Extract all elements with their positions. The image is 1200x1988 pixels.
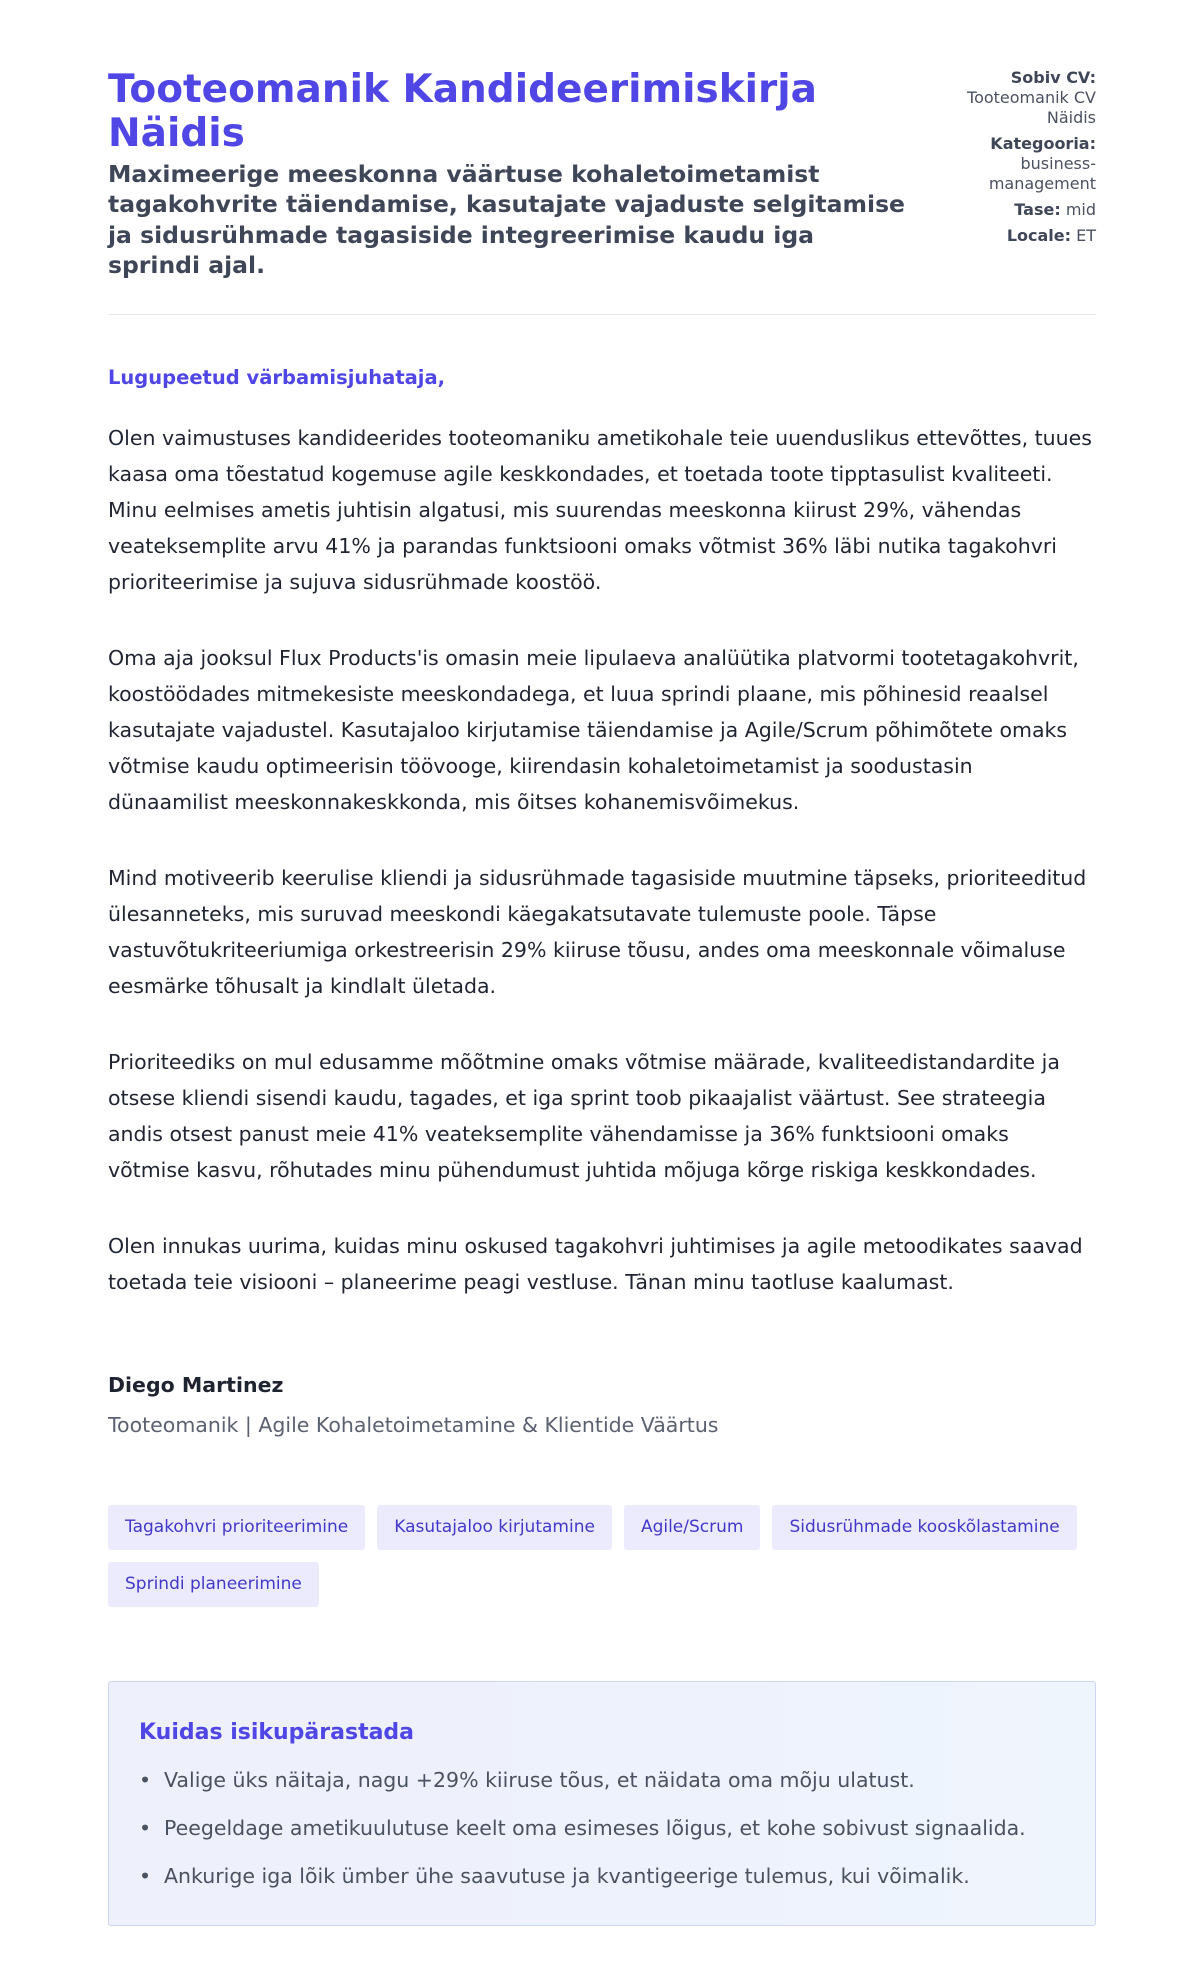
letter-paragraph: Olen vaimustuses kandideerides tooteomaniku ametikohale teie uuenduslikus ettevõttes, tuues kaasa oma tõestatud kogemuse agile keskkondades, et toetada toote tipptasulist kvaliteeti. Minu eelmises ametis juhtisin algatusi, mis suurendas meeskonna kiirust 29%, vähendas veateksemplite arvu 41% ja parandas funktsiooni omaks võtmist 36% läbi nutika tagakohvri prioriteerimise ja sujuva sidusrühmade koostöö. [108,426,1092,594]
meta-cv-value: Tooteomanik CV Näidis [967,88,1096,127]
meta-locale-value: ET [1076,226,1096,245]
letter-paragraph: Prioriteediks on mul edusamme mõõtmine omaks võtmise määrade, kvaliteedistandardite ja otsese kliendi sisendi kaudu, tagades, et iga sprint toob pikaajalist väärtust. See strateegia andis otsest panust meie 41% veateksemplite vähendamisse ja 36% funktsiooni omaks võtmise kasvu, rõhutades minu pühendumust juhtida mõjuga kõrge riskiga keskkondades. [108,1050,1060,1182]
meta-locale [926,226,1096,246]
letter-paragraph: Mind motiveerib keerulise kliendi ja sidusrühmade tagasiside muutmine täpseks, prioriteeditud ülesanneteks, mis suruvad meeskondi käegakatsutavate tulemuste poole. Täpse vastuvõtukriteeriumiga orkestreerisin 29% kiiruse tõusu, andes oma meeskonnale võimaluse eesmärke tõhusalt ja kindlalt ületada. [108,866,1087,998]
meta-category [926,134,1096,194]
tips-list [164,1766,1064,1910]
page-subtitle: Maximeerige meeskonna väärtuse kohaletoimetamist tagakohvrite täiendamise, kasutajate vajaduste selgitamise ja sidusrühmade tagasiside integreerimise kaudu iga sprindi ajal. [108,160,905,279]
signature-title: Tooteomanik | Agile Kohaletoimetamine & Klientide Väärtus [108,1413,719,1437]
document-header [108,68,1096,316]
meta-cv [926,68,1096,128]
skill-tag: Sidusrühmade kooskõlastamine [772,1505,1076,1550]
skill-tag: Sprindi planeerimine [108,1562,319,1607]
header-divider [108,314,1096,315]
meta-category-label: Kategooria: [990,134,1096,153]
meta-cv-label: Sobiv CV: [1010,68,1096,87]
letter-greeting: Lugupeetud värbamisjuhataja, [108,366,446,389]
letter-body [108,420,1096,1340]
letter-paragraph: Oma aja jooksul Flux Products'is omasin meie lipulaeva analüütika platvormi tootetagakohvrit, koostöödades mitmekesiste meeskondadega, et luua sprindi plaane, mis põhinesid reaalsel kasutajate vajadustel. Kasutajaloo kirjutamise täiendamise ja Agile/Scrum põhimõtete omaks võtmise kaudu optimeerisin töövooge, kiirendasin kohaletoimetamist ja soodustasin dünaamilist meeskonnakeskkonda, mis õitses kohanemisvõimekus. [108,646,1079,814]
skill-tag: Agile/Scrum [624,1505,761,1550]
personalization-tips-box [108,1681,1096,1926]
tip-item: • Peegeldage ametikuulutuse keelt oma esimeses lõigus, et kohe sobivust signaalida. [164,1814,1064,1842]
skill-tag: Tagakohvri prioriteerimine [108,1505,365,1550]
tips-title: Kuidas isikupärastada [139,1720,415,1745]
cover-letter-page [108,67,1096,1888]
tip-item: • Valige üks näitaja, nagu +29% kiiruse tõus, et näidata oma mõju ulatust. [164,1766,1064,1794]
skill-tags [108,1505,1096,1607]
signature-name: Diego Martinez [108,1373,284,1397]
meta-locale-label: Locale: [1006,226,1072,245]
meta-level-label: Tase: [1014,200,1061,219]
page-title: Tooteomanik Kandideerimiskirja Näidis [108,67,817,156]
meta-level [926,200,1096,220]
title-block [108,68,908,280]
meta-panel [926,68,1096,252]
meta-level-value: mid [1065,200,1096,219]
skill-tag: Kasutajaloo kirjutamine [377,1505,612,1550]
tip-item: • Ankurige iga lõik ümber ühe saavutuse ja kvantigeerige tulemus, kui võimalik. [164,1862,1064,1890]
letter-paragraph: Olen innukas uurima, kuidas minu oskused tagakohvri juhtimises ja agile metoodikates saavad toetada teie visiooni – planeerime peagi vestluse. Tänan minu taotluse kaalumast. [108,1234,1083,1294]
meta-category-value: business-management [988,154,1096,193]
